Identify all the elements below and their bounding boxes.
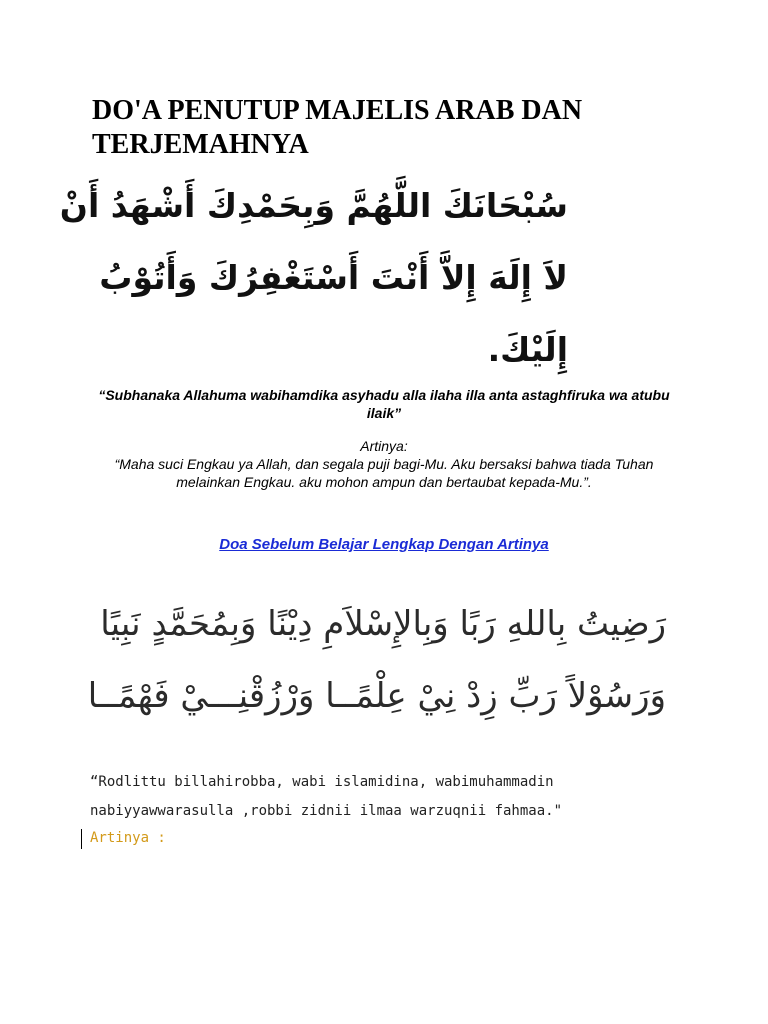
arabic-line: إِلَيْكَ. bbox=[487, 330, 568, 369]
meaning-label-doa-belajar[interactable]: Artinya : bbox=[90, 830, 166, 846]
arabic-doa-penutup bbox=[59, 176, 568, 392]
text-cursor bbox=[81, 829, 82, 849]
arabic-line: سُبْحَانَكَ اللَّهُمَّ وَبِحَمْدِكَ أَشْهَدُ أَنْ bbox=[59, 186, 568, 225]
meaning-doa-penutup bbox=[92, 437, 676, 491]
page-title: DO'A PENUTUP MAJELIS ARAB DAN TERJEMAHNYA bbox=[92, 95, 583, 160]
transliteration-doa-belajar: “Rodlittu billahirobba, wabi islamidina, wabimuhammadin nabiyyawwarasulla ,robbi zidnii ilmaa warzuqnii fahmaa." bbox=[90, 774, 563, 819]
meaning-text: “Maha suci Engkau ya Allah, dan segala puji bagi-Mu. Aku bersaksi bahwa tiada Tuhan melainkan Engkau. aku mohon ampun dan bertaubat kepada-Mu.”. bbox=[114, 456, 654, 490]
arabic-line: رَضِيتُ بِاللهِ رَبًا وَبِالإِسْلاَمِ دِيْنًا وَبِمُحَمَّدٍ نَبِيًا bbox=[100, 604, 666, 644]
arabic-doa-belajar bbox=[87, 592, 666, 736]
related-article-link[interactable]: Doa Sebelum Belajar Lengkap Dengan Artinya bbox=[219, 536, 549, 553]
transliteration-doa-penutup: “Subhanaka Allahuma wabihamdika asyhadu alla ilaha illa anta astaghfiruka wa atubu ilaik” bbox=[98, 387, 670, 421]
arabic-line: وَرَسُوْلاً رَبِّ زِدْ نِيْ عِلْمًــا وَرْزُقْنِـــيْ فَهْمًــا bbox=[87, 676, 666, 716]
arabic-line: لاَ إِلَهَ إِلاَّ أَنْتَ أَسْتَغْفِرُكَ وَأَتُوْبُ bbox=[99, 258, 568, 297]
meaning-label: Artinya: bbox=[360, 438, 408, 454]
